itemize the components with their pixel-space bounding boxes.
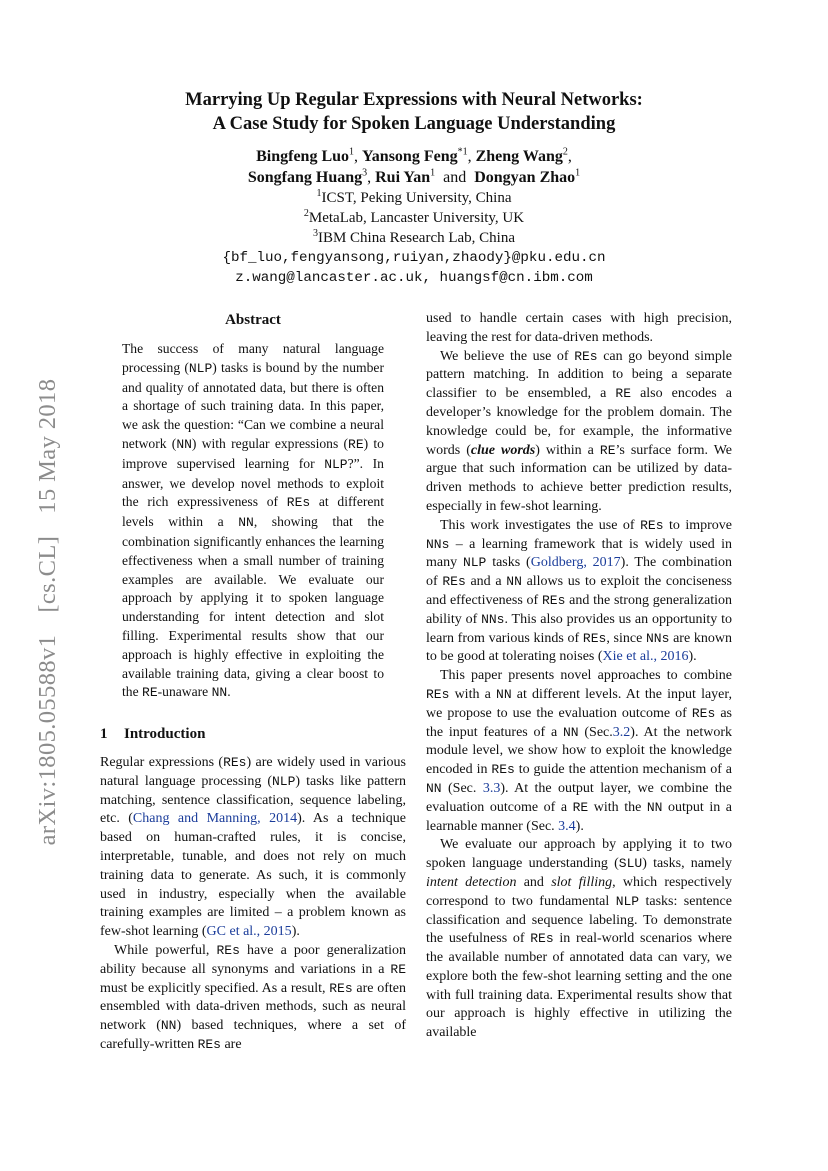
text-run: ) based techniques, where a set of carefully-written <box>100 1018 406 1052</box>
code-term: REs <box>541 592 566 608</box>
affiliation <box>0 228 828 248</box>
code-term: REs <box>640 517 664 533</box>
text-run: , which respectively correspond to two fundamental <box>426 874 732 909</box>
section-number: 1 <box>100 726 108 743</box>
text-run: in real-world scenarios where the available number of annotated data can vary, we explore both the few-shot learning setting and the one with full training data. Experimental results show that our approach is highly effective in utilizing the available <box>426 931 733 1041</box>
left-column <box>100 310 406 1055</box>
code-term: REs <box>329 980 353 996</box>
code-term: NN <box>160 1018 177 1034</box>
code-term: NNs <box>426 536 450 552</box>
code-term: NN <box>563 724 579 740</box>
text-run: ). <box>291 924 300 940</box>
code-term: REs <box>442 574 466 590</box>
text-run: tasks ( <box>486 555 531 571</box>
abstract-code: NLP <box>324 456 348 472</box>
abstract-code: NN <box>211 685 228 701</box>
abstract-code: NN <box>176 436 192 452</box>
author-list: Bingfeng Luo$^1$, Yansong Feng$^{*1}$, Zheng Wang$^2$, Songfang Huang$^3$, Rui Yan$^1$ and Dongyan Zhao$^1$ <box>247 146 581 186</box>
abstract-text: The success of many natural language processing ( <box>122 341 384 375</box>
section-ref-link[interactable]: 3.3 <box>482 780 501 796</box>
text-run: While powerful, <box>114 942 217 958</box>
text-run: ). The combination of <box>426 555 733 590</box>
abstract-text: , showing that the combination significantly enhances the learning effectiveness when a small number of training examples are available. We evaluate our approach by applying it to spoken language understanding for intent detection and slot filling. Experimental results show that our approach is highly effective in exploiting the available training data, giving a clear boost to the <box>122 514 384 700</box>
text-run: ) tasks, namely <box>642 856 732 872</box>
text-run: must be explicitly specified. As a result, <box>100 980 330 996</box>
code-term: NLP <box>272 773 296 789</box>
author-name: Bingfeng Luo <box>256 148 350 165</box>
citation-link[interactable]: GC et al., 2015 <box>206 924 292 940</box>
text-run: and <box>516 874 552 890</box>
arxiv-date: 15 May 2018 <box>34 378 61 514</box>
abstract-text: at different levels within a <box>122 494 384 530</box>
text-run: have a poor generalization ability because all synonyms and variations in a <box>100 942 406 977</box>
paper-title-line-2: A Case Study for Spoken Language Understanding <box>212 114 616 134</box>
code-term: REs <box>530 931 554 947</box>
text-run: This work investigates the use of <box>440 517 641 533</box>
code-term: REs <box>426 686 450 702</box>
abstract-text: ?”. In answer, we develop novel methods to exploit the rich expressiveness of <box>122 455 384 510</box>
paper-title-line-1: Marrying Up Regular Expressions with Neural Networks: <box>185 90 643 110</box>
author-sup: 1 <box>349 146 355 158</box>
arxiv-category: [cs.CL] <box>34 535 61 613</box>
author-name: Yansong Feng <box>362 148 458 165</box>
affiliation-text: IBM China Research Lab, China <box>317 230 516 246</box>
right-paragraph-2 <box>426 517 732 667</box>
code-term: RE <box>615 386 632 402</box>
text-run: , since <box>606 630 646 646</box>
text-run: as the input features of a <box>426 705 732 740</box>
text-run: and a <box>465 574 507 590</box>
abstract-body <box>122 340 384 703</box>
abstract-text: ) tasks is bound by the number and quality of annotated data, but there is often a shortage of such training data. In this paper, we ask the question: “Can we combine a neural network ( <box>122 359 384 451</box>
email-line-2[interactable]: z.wang@lancaster.ac.uk, huangsf@cn.ibm.com <box>235 270 593 286</box>
right-paragraph-0: used to handle certain cases with high precision, leaving the rest for data-driven methods. <box>426 311 732 345</box>
text-run: also encodes a developer’s knowledge for the problem domain. The knowledge could be, for example, the informative words ( <box>426 386 733 458</box>
section-ref-link[interactable]: 3.4 <box>558 818 576 834</box>
emphasis-term: slot filling <box>551 874 613 890</box>
text-run: (Sec. <box>441 780 483 796</box>
author-sup: 3 <box>362 167 368 179</box>
right-paragraph-1 <box>426 348 732 517</box>
author-name: Zheng Wang <box>475 148 563 165</box>
citation-link[interactable]: Goldberg, 2017 <box>530 555 621 571</box>
intro-paragraph-2 <box>100 942 406 1055</box>
code-term: SLU <box>618 856 643 872</box>
text-run: We evaluate our approach by applying it to two spoken language understanding ( <box>426 837 732 872</box>
abstract-code: NLP <box>188 360 213 376</box>
author-sup: 1 <box>430 167 436 179</box>
code-term: NN <box>646 799 663 815</box>
text-run: to improve <box>663 517 733 533</box>
abstract-code: RE <box>348 436 364 452</box>
author-name: Songfang Huang <box>247 169 363 186</box>
affiliation-sup: 1 <box>316 188 322 199</box>
code-term: NNs <box>645 630 670 646</box>
code-term: REs <box>582 630 607 646</box>
text-run: ) tasks like pattern matching, sentence classification, sequence labeling, etc. ( <box>100 773 406 827</box>
abstract-code: REs <box>286 495 311 511</box>
text-run: can go beyond simple pattern matching. In addition to being a separate classifier to be ensembled, a <box>426 348 732 402</box>
affiliation <box>0 188 828 208</box>
text-run: ). <box>575 818 584 834</box>
author-name: Dongyan Zhao <box>474 169 576 186</box>
text-run: are often ensembled with data-driven methods, such as neural network ( <box>100 980 407 1034</box>
abstract-text: ) to improve supervised learning for <box>122 435 384 471</box>
text-run: output in a learnable manner (Sec. <box>426 799 732 834</box>
code-term: NNs <box>481 611 505 627</box>
citation-link[interactable]: Xie et al., 2016 <box>602 649 689 665</box>
section-ref-link[interactable]: 3.2 <box>612 724 631 740</box>
abstract-code: RE <box>142 685 158 701</box>
abstract-text: . <box>227 684 231 700</box>
right-paragraph-3 <box>426 667 732 836</box>
code-term: REs <box>491 762 515 778</box>
code-term: REs <box>691 705 716 721</box>
text-run: to guide the attention mechanism of a <box>514 762 733 778</box>
author-name: Rui Yan <box>375 169 431 186</box>
author-sup: 1 <box>575 167 581 179</box>
intro-paragraph-1 <box>100 754 406 942</box>
code-term: NLP <box>462 555 487 571</box>
paper-header <box>0 88 828 288</box>
text-run: ’s surface form. We argue that such information can be utilized by data-driven methods to achieve better prediction results, especially in few-shot learning. <box>426 442 733 514</box>
text-run: are known to be good at tolerating noises ( <box>426 630 732 665</box>
text-run: at different levels. At the input layer, we propose to use the evaluation outcome of <box>426 686 733 721</box>
text-run: ) are widely used in various natural language processing ( <box>100 754 407 789</box>
section-title: Introduction <box>124 726 206 743</box>
affiliation-text: MetaLab, Lancaster University, UK <box>308 210 525 226</box>
section-heading-introduction <box>100 725 406 744</box>
code-term: REs <box>216 942 240 958</box>
citation-link[interactable]: Chang and Manning, 2014 <box>132 811 298 827</box>
abstract-heading: Abstract <box>225 312 281 328</box>
code-term: NLP <box>615 893 640 909</box>
author-sup: *1 <box>457 146 468 158</box>
arxiv-side-stamp <box>34 379 62 846</box>
affiliation <box>0 208 828 228</box>
text-run: ). At the network module level, we show how to exploit the knowledge encoded in <box>426 724 733 778</box>
text-run: with a <box>449 686 497 702</box>
code-term: NN <box>426 780 442 796</box>
text-run: are <box>220 1036 242 1052</box>
code-term: RE <box>390 961 406 977</box>
emphasis-term: intent detection <box>426 874 517 890</box>
arxiv-id: arXiv:1805.05588v1 <box>34 634 61 846</box>
text-run: (Sec. <box>578 724 613 740</box>
text-run: and the strong generalization ability of <box>426 592 733 627</box>
text-run: with the <box>588 799 647 815</box>
text-run: . This also provides us an opportunity to learn from various kinds of <box>426 611 732 646</box>
right-paragraph-4 <box>426 836 732 1043</box>
abstract-code: NN <box>238 515 254 531</box>
code-term: REs <box>197 1036 221 1052</box>
text-run: Regular expressions ( <box>100 754 224 770</box>
email-line-1[interactable]: {bf_luo,fengyansong,ruiyan,zhaody}@pku.edu.cn <box>222 250 606 266</box>
code-term: RE <box>572 799 589 815</box>
text-run: We believe the use of <box>440 348 575 364</box>
affiliation-text: ICST, Peking University, China <box>321 190 512 206</box>
author-and: and <box>443 169 467 186</box>
code-term: REs <box>574 348 598 364</box>
right-column <box>426 310 732 1043</box>
text-run: This paper presents novel approaches to combine <box>440 668 732 684</box>
code-term: RE <box>599 442 616 458</box>
code-term: REs <box>223 754 247 770</box>
code-term: NN <box>506 574 522 590</box>
text-run: – a learning framework that is widely used in many <box>426 536 732 571</box>
text-run: ). As a technique based on human-crafted rules, it is concise, interpretable, tunable, and does not rely on much training data to generate. As such, it is commonly used in industry, especially when the available training examples are limited – a problem known as few-shot learning ( <box>100 811 406 940</box>
emphasis-clue-words: clue words <box>470 442 536 458</box>
affiliation-sup: 2 <box>303 208 309 219</box>
abstract-text: -unaware <box>157 684 212 700</box>
text-run: ). <box>688 649 697 665</box>
text-run: allows us to exploit the conciseness and effectiveness of <box>426 574 732 608</box>
text-run: ) within a <box>535 442 600 458</box>
code-term: NN <box>496 686 512 702</box>
text-run: tasks: sentence classification and sequence labeling. To demonstrate the usefulness of <box>426 893 732 947</box>
affiliation-sup: 3 <box>312 228 318 239</box>
author-sup: 2 <box>562 146 568 158</box>
text-run: ). At the output layer, we combine the evaluation outcome of a <box>426 780 732 815</box>
abstract-text: ) with regular expressions ( <box>191 435 349 451</box>
